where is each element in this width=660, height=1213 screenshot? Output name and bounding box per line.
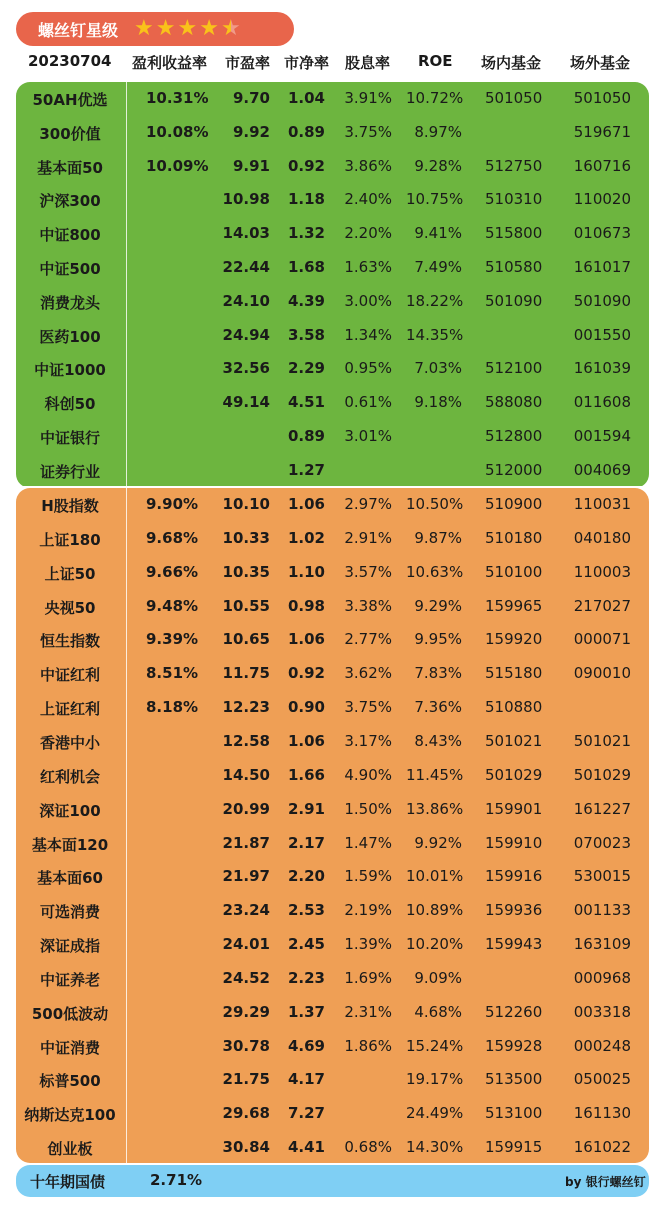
row-roe: 7.03% [414, 359, 462, 378]
row-roe: 10.75% [406, 190, 464, 209]
row-name: 中证800 [39, 226, 101, 245]
row-out-fund: 001550 [573, 325, 631, 344]
row-in-fund: 159943 [485, 935, 543, 954]
row-name: 央视50 [44, 598, 96, 617]
row-roe: 13.86% [406, 799, 464, 818]
row-pb: 0.89 [287, 427, 325, 445]
row-dividend: 3.75% [344, 698, 392, 717]
bond-row [16, 1165, 649, 1197]
row-in-fund: 159928 [485, 1036, 543, 1055]
row-in-fund: 512800 [485, 427, 543, 445]
row-name: 纳斯达克100 [24, 1106, 116, 1125]
row-name: 深证100 [39, 801, 101, 820]
header-pb: 市净率 [284, 54, 330, 72]
row-pe: 30.84 [222, 1138, 270, 1157]
row-roe: 14.35% [406, 325, 464, 344]
row-pe: 10.10 [222, 495, 270, 513]
table-row [0, 663, 660, 697]
row-dividend: 3.00% [344, 291, 392, 310]
row-pe: 10.35 [222, 562, 270, 581]
row-name: 科创50 [44, 395, 96, 414]
table-row [0, 866, 660, 900]
row-pb: 1.06 [287, 731, 325, 750]
row-pe: 21.75 [222, 1070, 270, 1089]
row-pb: 1.27 [287, 460, 325, 479]
row-in-fund: 510900 [485, 495, 543, 513]
row-name: 上证50 [44, 564, 96, 583]
row-out-fund: 217027 [573, 596, 631, 615]
row-dividend: 2.97% [344, 495, 392, 513]
row-dividend: 0.95% [344, 359, 392, 378]
row-pe: 20.99 [222, 799, 270, 818]
row-dividend: 2.91% [344, 528, 392, 547]
row-yield: 10.08% [146, 122, 209, 141]
row-in-fund: 510100 [485, 562, 543, 581]
row-in-fund: 510310 [485, 190, 543, 209]
row-pb: 4.51 [287, 393, 325, 412]
row-dividend: 2.31% [344, 1002, 392, 1021]
row-roe: 10.01% [406, 867, 464, 886]
row-pe: 29.68 [222, 1104, 270, 1123]
row-roe: 7.36% [414, 698, 462, 717]
row-yield: 8.18% [146, 698, 199, 717]
row-roe: 18.22% [406, 291, 464, 310]
row-name: 基本面120 [31, 835, 109, 854]
row-pb: 4.39 [287, 291, 325, 310]
row-out-fund: 530015 [573, 867, 631, 886]
row-out-fund: 070023 [573, 833, 631, 852]
table-row [0, 291, 660, 325]
row-dividend: 1.39% [344, 935, 392, 954]
row-out-fund: 161130 [573, 1104, 631, 1123]
bond-name: 十年期国债 [30, 1173, 106, 1191]
row-in-fund: 515180 [485, 664, 543, 683]
row-in-fund: 513500 [485, 1070, 543, 1089]
table-row [0, 833, 660, 867]
table-header [0, 52, 660, 80]
row-in-fund: 159936 [485, 901, 543, 920]
row-name: 恒生指数 [39, 632, 100, 651]
row-in-fund: 512260 [485, 1002, 543, 1021]
row-name: 上证180 [39, 530, 101, 549]
row-in-fund: 510580 [485, 258, 543, 276]
row-pe: 10.55 [222, 596, 270, 615]
row-yield: 9.48% [146, 596, 199, 615]
table-row [0, 900, 660, 934]
row-yield: 9.39% [146, 630, 199, 649]
row-pe: 32.56 [222, 359, 270, 378]
row-name: 50AH优选 [32, 91, 108, 109]
row-pe: 49.14 [222, 393, 270, 412]
row-pb: 2.29 [287, 359, 325, 378]
row-in-fund: 159901 [485, 799, 543, 818]
row-roe: 9.87% [414, 528, 462, 547]
row-out-fund: 501050 [573, 89, 631, 107]
row-name: 中证银行 [39, 429, 100, 447]
table-row [0, 596, 660, 630]
row-roe: 19.17% [406, 1070, 464, 1089]
row-out-fund: 501029 [573, 765, 631, 784]
row-yield: 8.51% [146, 664, 199, 683]
row-yield: 9.68% [146, 528, 199, 547]
row-name: 中证500 [39, 260, 101, 278]
row-out-fund: 110031 [573, 495, 631, 513]
row-name: 基本面60 [37, 869, 103, 888]
row-pb: 1.06 [287, 495, 325, 513]
badge-title: 螺丝钉星级 [38, 20, 119, 40]
row-name: 300价值 [39, 124, 101, 143]
row-pb: 2.91 [287, 799, 325, 818]
row-name: H股指数 [41, 497, 99, 515]
row-name: 香港中小 [39, 733, 100, 752]
row-in-fund: 512100 [485, 359, 543, 378]
row-dividend: 3.75% [344, 122, 392, 141]
row-name: 创业板 [47, 1140, 93, 1159]
row-pe: 14.50 [222, 765, 270, 784]
row-roe: 9.18% [414, 393, 462, 412]
row-dividend: 2.20% [344, 224, 392, 243]
row-pb: 1.18 [287, 190, 325, 209]
row-name: 中证红利 [39, 666, 100, 685]
table-row [0, 934, 660, 968]
row-out-fund: 004069 [573, 460, 631, 479]
row-yield: 10.31% [146, 89, 209, 107]
row-in-fund: 513100 [485, 1104, 543, 1123]
star-icon: ★ [177, 16, 198, 41]
row-dividend: 3.17% [344, 731, 392, 750]
row-roe: 7.49% [414, 258, 462, 276]
row-name: 中证养老 [39, 970, 100, 989]
table-row [0, 426, 660, 460]
row-pb: 1.06 [287, 630, 325, 649]
row-in-fund: 159915 [485, 1138, 543, 1157]
row-name: 上证红利 [39, 700, 100, 719]
header-in-fund: 场内基金 [481, 54, 542, 72]
row-dividend: 1.50% [344, 799, 392, 818]
table-row [0, 392, 660, 426]
row-out-fund: 161022 [573, 1138, 631, 1157]
row-dividend: 1.69% [344, 968, 392, 987]
row-in-fund: 510880 [485, 698, 543, 717]
row-roe: 9.28% [414, 156, 462, 175]
row-pb: 0.92 [287, 156, 325, 175]
row-roe: 10.20% [406, 935, 464, 954]
row-pb: 0.90 [287, 698, 325, 717]
row-dividend: 1.59% [344, 867, 392, 886]
row-roe: 10.89% [406, 901, 464, 920]
row-pb: 2.23 [287, 968, 325, 987]
row-pb: 0.92 [287, 664, 325, 683]
row-name: 中证消费 [39, 1038, 100, 1057]
row-pe: 24.10 [222, 291, 270, 310]
row-in-fund: 159910 [485, 833, 543, 852]
row-pb: 1.37 [287, 1002, 325, 1021]
row-in-fund: 512750 [485, 156, 543, 175]
table-row [0, 88, 660, 122]
credit-text: by 银行螺丝钉 [565, 1175, 646, 1189]
table-row [0, 1069, 660, 1103]
table-row [0, 629, 660, 663]
row-pb: 1.04 [287, 89, 325, 107]
row-dividend: 1.34% [344, 325, 392, 344]
row-name: 医药100 [39, 327, 101, 346]
row-pe: 10.65 [222, 630, 270, 649]
row-pe: 21.87 [222, 833, 270, 852]
star-icon: ★ [199, 16, 219, 41]
row-in-fund: 501021 [485, 731, 543, 750]
row-dividend: 2.40% [344, 190, 392, 209]
row-pb: 1.10 [287, 562, 325, 581]
row-out-fund: 011608 [573, 393, 631, 412]
row-roe: 9.41% [414, 224, 462, 243]
row-roe: 24.49% [406, 1104, 464, 1123]
row-yield: 9.66% [146, 562, 199, 581]
header-div: 股息率 [345, 54, 391, 72]
row-pe: 29.29 [222, 1002, 270, 1021]
row-pb: 4.41 [287, 1138, 325, 1157]
row-pe: 9.92 [232, 122, 270, 141]
row-in-fund: 159965 [485, 596, 543, 615]
row-roe: 9.09% [414, 968, 462, 987]
table-row [0, 697, 660, 731]
row-dividend: 3.91% [344, 89, 392, 107]
row-out-fund: 003318 [573, 1002, 631, 1021]
row-dividend: 3.86% [344, 156, 392, 175]
row-out-fund: 050025 [573, 1070, 631, 1089]
row-roe: 11.45% [406, 765, 464, 784]
table-row [0, 528, 660, 562]
table-row [0, 156, 660, 190]
row-name: 中证1000 [34, 361, 106, 380]
table-row [0, 189, 660, 223]
row-pb: 3.58 [287, 325, 325, 344]
row-dividend: 1.86% [344, 1036, 392, 1055]
header-out-fund: 场外基金 [570, 54, 631, 72]
row-roe: 9.95% [414, 630, 462, 649]
row-dividend: 3.38% [344, 596, 392, 615]
row-in-fund: 501050 [485, 89, 543, 107]
row-out-fund: 161017 [573, 258, 631, 276]
row-out-fund: 010673 [573, 224, 631, 243]
row-in-fund: 515800 [485, 224, 543, 243]
row-pe: 30.78 [222, 1036, 270, 1055]
table-row [0, 799, 660, 833]
row-out-fund: 501090 [573, 291, 631, 310]
table-row [0, 460, 660, 494]
row-yield: 9.90% [146, 495, 199, 513]
row-out-fund: 000071 [573, 630, 631, 649]
row-dividend: 1.47% [344, 833, 392, 852]
row-out-fund: 090010 [573, 664, 631, 683]
row-in-fund: 588080 [485, 393, 543, 412]
row-out-fund: 160716 [573, 156, 631, 175]
row-in-fund: 510180 [485, 528, 543, 547]
row-pe: 24.52 [222, 968, 270, 987]
row-pb: 4.69 [287, 1036, 325, 1055]
row-pb: 1.68 [287, 258, 325, 276]
header-pe: 市盈率 [225, 54, 271, 72]
row-pb: 4.17 [287, 1070, 325, 1089]
table-row [0, 325, 660, 359]
row-name: 红利机会 [39, 767, 100, 786]
row-pb: 1.02 [287, 528, 325, 547]
row-in-fund: 159920 [485, 630, 543, 649]
star-icon: ★ [134, 16, 154, 41]
row-dividend: 4.90% [344, 765, 392, 784]
row-roe: 10.72% [406, 89, 464, 107]
row-pe: 10.98 [222, 190, 270, 209]
table-row [0, 562, 660, 596]
row-pe: 10.33 [222, 528, 270, 547]
row-yield: 10.09% [146, 156, 209, 175]
row-pe: 23.24 [222, 901, 270, 920]
row-in-fund: 501029 [485, 765, 543, 784]
table-row [0, 257, 660, 291]
row-dividend: 2.77% [344, 630, 392, 649]
header-roe: ROE [418, 52, 453, 70]
table-row [0, 1103, 660, 1137]
bond-yield: 2.71% [150, 1171, 203, 1189]
row-pb: 1.32 [287, 224, 325, 243]
row-pe: 11.75 [222, 664, 270, 683]
row-pe: 14.03 [222, 224, 270, 243]
row-roe: 14.30% [406, 1138, 464, 1157]
row-pb: 0.89 [287, 122, 325, 141]
table-row [0, 223, 660, 257]
row-name: 消费龙头 [39, 293, 100, 312]
row-dividend: 2.19% [344, 901, 392, 920]
table-row [0, 122, 660, 156]
row-name: 深证成指 [39, 937, 100, 956]
row-roe: 10.50% [406, 495, 464, 513]
row-pb: 2.53 [287, 901, 325, 920]
row-out-fund: 501021 [573, 731, 631, 750]
row-name: 可选消费 [39, 903, 100, 922]
row-out-fund: 161227 [573, 799, 631, 818]
row-pe: 12.58 [222, 731, 270, 750]
row-out-fund: 040180 [573, 528, 631, 547]
row-out-fund: 001594 [573, 427, 631, 445]
row-name: 证券行业 [39, 462, 100, 481]
star-icon: ★ [155, 16, 176, 41]
row-roe: 9.92% [414, 833, 462, 852]
row-dividend: 0.61% [344, 393, 392, 412]
row-pe: 24.01 [222, 935, 270, 954]
half-star-icon: ★ [220, 16, 241, 41]
row-pe: 12.23 [222, 698, 270, 717]
rating-badge [16, 12, 294, 46]
table-row [0, 358, 660, 392]
row-roe: 10.63% [406, 562, 464, 581]
table-row [0, 494, 660, 528]
row-pe: 9.91 [232, 156, 270, 175]
row-pe: 22.44 [222, 258, 270, 276]
row-out-fund: 001133 [573, 901, 631, 920]
star-rating [134, 18, 241, 40]
row-pe: 21.97 [222, 867, 270, 886]
row-pb: 2.17 [287, 833, 325, 852]
row-out-fund: 000248 [573, 1036, 631, 1055]
table-row [0, 731, 660, 765]
row-name: 沪深300 [39, 192, 101, 211]
row-out-fund: 110003 [573, 562, 631, 581]
row-pe: 24.94 [222, 325, 270, 344]
row-dividend: 1.63% [344, 258, 392, 276]
row-name: 标普500 [39, 1072, 101, 1091]
table-row [0, 968, 660, 1002]
row-dividend: 3.01% [344, 427, 392, 445]
row-dividend: 0.68% [344, 1138, 392, 1157]
row-roe: 8.97% [414, 122, 462, 141]
table-row [0, 765, 660, 799]
row-dividend: 3.57% [344, 562, 392, 581]
row-pb: 2.45 [287, 935, 325, 954]
table-row [0, 1002, 660, 1036]
header-date: 20230704 [28, 52, 112, 70]
row-out-fund: 110020 [573, 190, 631, 209]
row-out-fund: 163109 [573, 935, 631, 954]
table-row [0, 1036, 660, 1070]
row-in-fund: 159916 [485, 867, 543, 886]
row-in-fund: 501090 [485, 291, 543, 310]
row-roe: 7.83% [414, 664, 462, 683]
row-pe: 9.70 [232, 89, 270, 107]
row-out-fund: 519671 [573, 122, 631, 141]
row-in-fund: 512000 [485, 460, 543, 479]
row-roe: 4.68% [414, 1002, 462, 1021]
row-roe: 8.43% [414, 731, 462, 750]
row-pb: 7.27 [287, 1104, 325, 1123]
row-dividend: 3.62% [344, 664, 392, 683]
row-name: 500低波动 [31, 1004, 109, 1023]
row-roe: 15.24% [406, 1036, 464, 1055]
row-name: 基本面50 [37, 158, 103, 177]
row-out-fund: 000968 [573, 968, 631, 987]
row-pb: 1.66 [287, 765, 325, 784]
row-roe: 9.29% [414, 596, 462, 615]
row-pb: 0.98 [287, 596, 325, 615]
header-yield: 盈利收益率 [132, 54, 208, 72]
row-out-fund: 161039 [573, 359, 631, 378]
row-pb: 2.20 [287, 867, 325, 886]
